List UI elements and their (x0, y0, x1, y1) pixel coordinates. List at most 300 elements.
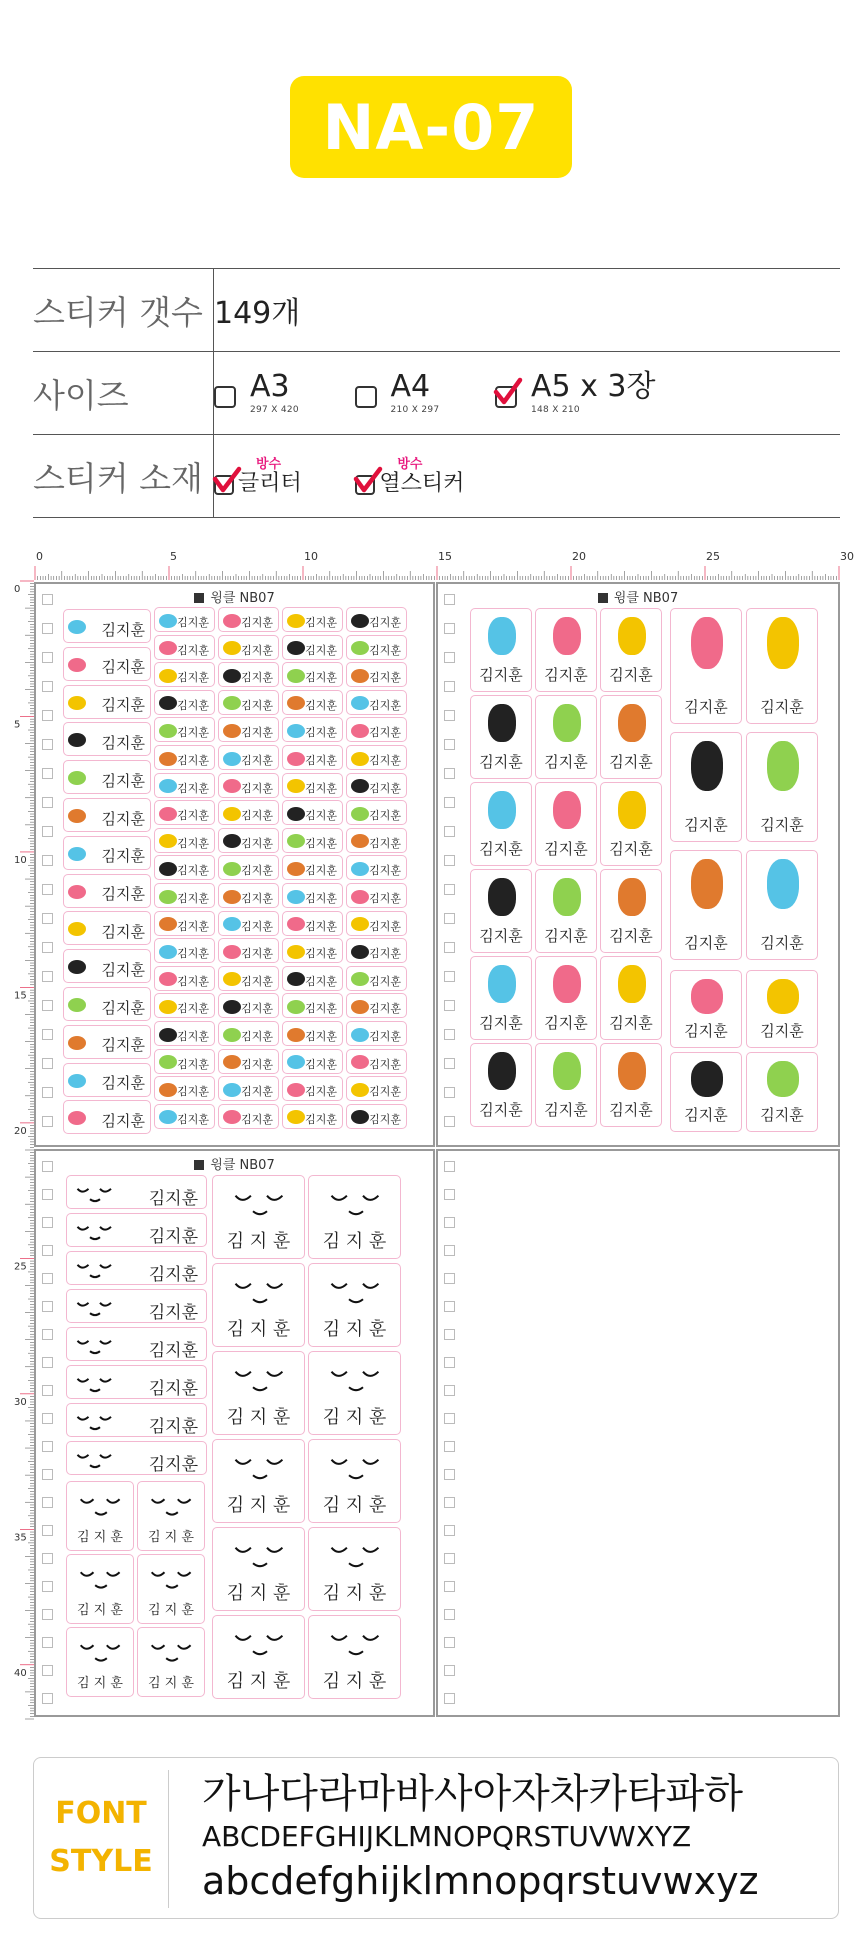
face-sticker (66, 1327, 207, 1361)
margin-mark (444, 1301, 455, 1312)
character-icon (351, 669, 369, 683)
name-sticker-tall (470, 956, 532, 1040)
font-style-title (34, 1758, 168, 1918)
size-label: 사이즈 (33, 352, 214, 435)
character-icon (223, 696, 241, 710)
face-sticker (212, 1175, 305, 1259)
character-icon (553, 878, 580, 916)
name-sticker (218, 662, 279, 687)
character-icon (223, 724, 241, 738)
name-sticker (346, 607, 407, 632)
name-sticker-tall (600, 1043, 662, 1127)
margin-mark (42, 1189, 53, 1200)
sticker-name-text: 김지훈 (684, 934, 728, 952)
sticker-name-text: 김지훈 (241, 1085, 273, 1099)
name-sticker (154, 607, 215, 632)
margin-mark (444, 1087, 455, 1098)
sticker-name-text: 김지훈 (101, 922, 145, 941)
ruler-tick-label: 25 (14, 1261, 27, 1273)
count-value: 149개 (214, 269, 841, 352)
name-sticker (63, 874, 151, 908)
character-icon (287, 1000, 305, 1014)
margin-mark (444, 681, 455, 692)
name-sticker (282, 993, 343, 1018)
character-icon (159, 696, 177, 710)
name-sticker (154, 745, 215, 770)
sticker-name-text: 김지훈 (369, 892, 401, 905)
sticker-name-text: 김 지 훈 (226, 1407, 291, 1428)
size-dim: 297 X 420 (250, 404, 299, 415)
character-icon (223, 945, 241, 959)
sticker-name-text: 김지훈 (305, 616, 337, 629)
character-icon (767, 741, 799, 791)
name-sticker (63, 722, 151, 756)
checkbox[interactable] (214, 386, 236, 408)
face-icon (70, 1293, 120, 1321)
name-sticker-tall (535, 782, 597, 866)
waterproof-tag: 방수 (256, 456, 282, 472)
font-samples (202, 1770, 759, 1906)
sticker-name-text: 김지훈 (101, 1074, 145, 1093)
character-icon (488, 791, 515, 829)
name-sticker (346, 717, 407, 742)
character-icon (159, 1000, 177, 1014)
count-row (33, 269, 840, 352)
character-icon (159, 752, 177, 766)
sticker-name-text: 김지훈 (241, 1030, 273, 1043)
character-icon (351, 779, 369, 793)
sticker-name-text: 김지훈 (369, 947, 401, 961)
name-sticker-tall (670, 1052, 742, 1132)
face-sticker (66, 1441, 207, 1475)
margin-mark (444, 1029, 455, 1040)
character-icon (553, 704, 580, 742)
face-sticker (308, 1439, 401, 1523)
sticker-name-text: 김지훈 (609, 927, 653, 945)
character-icon (767, 859, 799, 909)
sticker-name-text: 김지훈 (177, 754, 209, 767)
name-sticker (63, 760, 151, 794)
sticker-name-text: 김지훈 (148, 1378, 198, 1399)
name-sticker (63, 836, 151, 870)
character-icon (618, 617, 645, 655)
margin-mark (444, 1665, 455, 1676)
character-icon (287, 890, 305, 904)
size-dim: 210 X 297 (390, 404, 440, 415)
sticker-name-text: 김지훈 (241, 616, 273, 629)
font-title-line-1: FONT (55, 1796, 147, 1831)
character-icon (351, 834, 369, 848)
character-icon (68, 885, 86, 899)
margin-mark (42, 1693, 53, 1704)
sheet-header (36, 1154, 433, 1173)
face-icon (143, 1633, 201, 1668)
face-sticker (66, 1554, 134, 1624)
face-sticker (137, 1554, 205, 1624)
name-sticker (282, 938, 343, 963)
margin-mark (444, 1329, 455, 1340)
character-icon (159, 890, 177, 904)
character-icon (223, 972, 241, 986)
name-sticker (154, 1049, 215, 1074)
sticker-name-text: 김지훈 (305, 781, 337, 795)
character-icon (159, 1110, 177, 1124)
checkbox-checked[interactable] (355, 475, 375, 495)
face-icon (70, 1407, 120, 1435)
character-icon (223, 752, 241, 766)
brand-logo-icon (194, 593, 204, 603)
character-icon (68, 696, 86, 710)
face-sticker (66, 1365, 207, 1399)
sticker-name-text: 김지훈 (177, 781, 209, 795)
checkbox-checked[interactable] (495, 386, 517, 408)
margin-mark (444, 768, 455, 779)
sheet-header (36, 587, 433, 606)
margin-mark (444, 1000, 455, 1011)
name-sticker (154, 911, 215, 936)
ruler-tick-label: 10 (304, 550, 318, 563)
ruler-tick-label: 15 (14, 990, 27, 1002)
sticker-name-text: 김지훈 (369, 1112, 401, 1126)
face-sticker (137, 1481, 205, 1551)
sticker-name-text: 김지훈 (177, 1002, 209, 1016)
face-sticker (66, 1289, 207, 1323)
material-options (214, 435, 841, 518)
margin-mark (42, 884, 53, 895)
name-sticker (63, 609, 151, 643)
checkbox[interactable] (355, 386, 377, 408)
margin-mark (444, 1217, 455, 1228)
material-label: 스티커 소재 (33, 435, 214, 518)
sticker-name-text: 김 지 훈 (226, 1495, 291, 1516)
character-icon (159, 641, 177, 655)
name-sticker (63, 1025, 151, 1059)
sticker-name-text: 김지훈 (684, 698, 728, 716)
sticker-name-text: 김지훈 (241, 643, 273, 657)
character-icon (68, 809, 86, 823)
sticker-sheet-name-labels (34, 582, 435, 1147)
size-dim: 148 X 210 (531, 404, 580, 415)
character-icon (553, 1052, 580, 1090)
name-sticker (282, 828, 343, 853)
sticker-name-text: 김지훈 (177, 892, 209, 905)
name-sticker (154, 938, 215, 963)
sticker-name-text: 김지훈 (369, 698, 401, 712)
sheet-margin-marks (42, 594, 56, 1145)
sticker-name-text: 김지훈 (148, 1416, 198, 1437)
name-sticker (282, 662, 343, 687)
character-icon (351, 1083, 369, 1097)
spec-table (33, 268, 840, 518)
sticker-name-text: 김지훈 (148, 1264, 198, 1285)
name-sticker (218, 1049, 279, 1074)
name-sticker (154, 966, 215, 991)
sticker-name-text: 김지훈 (305, 974, 337, 988)
name-sticker (346, 745, 407, 770)
face-sticker (66, 1481, 134, 1551)
checkbox-checked[interactable] (214, 475, 234, 495)
ruler-tick-label: 25 (706, 550, 720, 563)
name-sticker (218, 800, 279, 825)
ruler-tick-label: 35 (14, 1532, 27, 1544)
margin-mark (42, 1497, 53, 1508)
name-sticker (218, 773, 279, 798)
face-sticker (66, 1403, 207, 1437)
name-sticker (282, 773, 343, 798)
character-icon (767, 617, 799, 669)
margin-mark (444, 1525, 455, 1536)
name-sticker-tall (746, 732, 818, 842)
margin-mark (444, 1553, 455, 1564)
character-icon (488, 878, 515, 916)
character-icon (223, 862, 241, 876)
size-name: A4 (390, 368, 431, 404)
name-sticker (282, 690, 343, 715)
margin-mark (444, 971, 455, 982)
sticker-name-text: 김지훈 (305, 1112, 337, 1126)
sticker-name-text: 김지훈 (305, 643, 337, 657)
character-icon (223, 1000, 241, 1014)
ruler-tick-label: 40 (14, 1667, 27, 1679)
character-icon (223, 1055, 241, 1069)
face-icon (70, 1217, 120, 1245)
name-sticker (346, 800, 407, 825)
character-icon (618, 791, 645, 829)
product-code-badge: NA-07 (290, 76, 572, 178)
margin-mark (444, 1441, 455, 1452)
face-sticker (66, 1213, 207, 1247)
margin-mark (444, 1189, 455, 1200)
name-sticker (282, 883, 343, 908)
sheet-margin-marks (42, 1161, 56, 1721)
margin-mark (42, 1245, 53, 1256)
material-row (33, 435, 840, 518)
face-icon (225, 1445, 295, 1487)
sticker-name-text: 김지훈 (305, 1002, 337, 1016)
size-option-a4[interactable] (355, 368, 440, 415)
margin-mark (444, 594, 455, 605)
size-options (214, 352, 841, 435)
character-icon (159, 614, 177, 628)
material-option-heat[interactable] (355, 458, 464, 495)
sticker-name-text: 김지훈 (305, 836, 337, 850)
face-sticker (212, 1351, 305, 1435)
face-icon (225, 1621, 295, 1663)
sticker-name-text: 김지훈 (369, 1002, 401, 1016)
character-icon (223, 614, 241, 628)
face-sticker (212, 1615, 305, 1699)
character-icon (287, 1083, 305, 1097)
character-icon (351, 752, 369, 766)
name-sticker (218, 855, 279, 880)
character-icon (488, 1052, 515, 1090)
sticker-name-text: 김 지 훈 (148, 1603, 194, 1618)
margin-mark (42, 1553, 53, 1564)
sticker-name-text: 김 지 훈 (322, 1231, 387, 1252)
ruler-tick-label: 0 (14, 584, 21, 595)
sticker-name-text: 김지훈 (609, 840, 653, 858)
face-icon (321, 1445, 391, 1487)
sticker-name-text: 김지훈 (609, 666, 653, 684)
name-sticker (63, 647, 151, 681)
sticker-name-text: 김지훈 (148, 1340, 198, 1361)
margin-mark (42, 594, 53, 605)
character-icon (351, 1110, 369, 1124)
character-icon (618, 878, 645, 916)
character-icon (351, 641, 369, 655)
character-icon (767, 1061, 799, 1097)
sticker-name-text: 김지훈 (177, 809, 209, 823)
margin-mark (444, 826, 455, 837)
character-icon (488, 617, 515, 655)
character-icon (351, 1028, 369, 1042)
sticker-name-text: 김지훈 (148, 1226, 198, 1247)
character-icon (618, 965, 645, 1003)
font-style-box (33, 1757, 839, 1919)
count-label: 스티커 갯수 (33, 269, 214, 352)
name-sticker (63, 798, 151, 832)
sticker-name-text: 김 지 훈 (148, 1676, 194, 1691)
sticker-name-text: 김지훈 (479, 927, 523, 945)
sticker-name-text: 김지훈 (369, 836, 401, 850)
sticker-name-text: 김지훈 (241, 1002, 273, 1016)
sheet-margin-marks (444, 1161, 458, 1721)
margin-mark (444, 913, 455, 924)
sheet-header-text: 윙클 NB07 (210, 591, 275, 606)
face-icon (225, 1357, 295, 1399)
name-sticker (282, 607, 343, 632)
sticker-name-text: 김지훈 (101, 1036, 145, 1055)
name-sticker (282, 1021, 343, 1046)
check-mark-icon (353, 467, 383, 497)
name-sticker (63, 949, 151, 983)
face-sticker (308, 1351, 401, 1435)
sticker-name-text: 김지훈 (369, 643, 401, 657)
character-icon (159, 1028, 177, 1042)
character-icon (767, 979, 799, 1014)
margin-mark (42, 652, 53, 663)
face-icon (70, 1179, 120, 1207)
name-sticker (154, 773, 215, 798)
margin-mark (42, 855, 53, 866)
face-icon (225, 1181, 295, 1223)
size-option-a3[interactable] (214, 368, 299, 415)
character-icon (351, 1000, 369, 1014)
ruler-tick-label: 10 (14, 854, 27, 866)
character-icon (287, 669, 305, 683)
sticker-name-text: 김지훈 (609, 1014, 653, 1032)
margin-mark (42, 1301, 53, 1312)
name-sticker-tall (600, 869, 662, 953)
character-icon (691, 741, 723, 791)
name-sticker (282, 855, 343, 880)
sticker-name-text: 김지훈 (305, 892, 337, 905)
margin-mark (42, 681, 53, 692)
name-sticker-tall (535, 608, 597, 692)
sticker-name-text: 김지훈 (101, 620, 145, 639)
name-sticker-tall (535, 956, 597, 1040)
sticker-name-text: 김 지 훈 (77, 1530, 123, 1545)
face-icon (321, 1181, 391, 1223)
character-icon (691, 1061, 723, 1097)
character-icon (287, 972, 305, 986)
sticker-name-text: 김지훈 (369, 809, 401, 823)
sticker-name-text: 김 지 훈 (77, 1603, 123, 1618)
sticker-name-text: 김 지 훈 (77, 1676, 123, 1691)
name-sticker-tall (470, 695, 532, 779)
name-sticker (346, 773, 407, 798)
character-icon (68, 1111, 86, 1125)
name-sticker (346, 1076, 407, 1101)
sticker-name-text: 김지훈 (148, 1302, 198, 1323)
character-icon (159, 972, 177, 986)
name-sticker (346, 662, 407, 687)
character-icon (68, 922, 86, 936)
name-sticker-tall (600, 695, 662, 779)
sheet-header-text: 윙클 NB07 (613, 591, 679, 606)
margin-mark (444, 1413, 455, 1424)
waterproof-tag: 방수 (397, 456, 423, 472)
name-sticker-tall (600, 608, 662, 692)
sticker-name-text: 김지훈 (177, 919, 209, 933)
character-icon (159, 1083, 177, 1097)
margin-mark (444, 652, 455, 663)
sticker-name-text: 김지훈 (101, 809, 145, 828)
name-sticker (346, 911, 407, 936)
name-sticker-tall (746, 850, 818, 960)
name-sticker (63, 911, 151, 945)
name-sticker (218, 635, 279, 660)
sticker-name-text: 김 지 훈 (322, 1495, 387, 1516)
size-option-a5[interactable] (495, 368, 656, 415)
margin-mark (42, 1217, 53, 1228)
name-sticker (63, 685, 151, 719)
character-icon (351, 724, 369, 738)
sticker-name-text: 김 지 훈 (226, 1583, 291, 1604)
character-icon (159, 862, 177, 876)
face-icon (72, 1560, 130, 1595)
face-icon (321, 1357, 391, 1399)
ruler-tick-label: 20 (572, 550, 586, 563)
sticker-name-text: 김지훈 (305, 1057, 337, 1071)
character-icon (351, 807, 369, 821)
sticker-name-text: 김지훈 (241, 698, 273, 712)
margin-mark (42, 1058, 53, 1069)
character-icon (68, 960, 86, 974)
sticker-name-text: 김지훈 (369, 616, 401, 629)
material-option-glitter[interactable] (214, 458, 302, 495)
character-icon (223, 1028, 241, 1042)
name-sticker (346, 855, 407, 880)
name-sticker (154, 800, 215, 825)
name-sticker (346, 635, 407, 660)
face-icon (321, 1533, 391, 1575)
face-icon (70, 1255, 120, 1283)
sticker-name-text: 김지훈 (101, 658, 145, 677)
sticker-name-text: 김지훈 (369, 864, 401, 878)
ruler-tick-label: 30 (14, 1396, 27, 1408)
sticker-sheet-faces (34, 1149, 435, 1717)
sticker-name-text: 김지훈 (305, 809, 337, 823)
material-name: 글리터 (238, 470, 302, 496)
size-row (33, 352, 840, 435)
face-sticker (212, 1527, 305, 1611)
divider (168, 1770, 169, 1908)
face-icon (225, 1533, 295, 1575)
margin-mark (42, 826, 53, 837)
name-sticker (282, 966, 343, 991)
name-sticker-tall (600, 782, 662, 866)
